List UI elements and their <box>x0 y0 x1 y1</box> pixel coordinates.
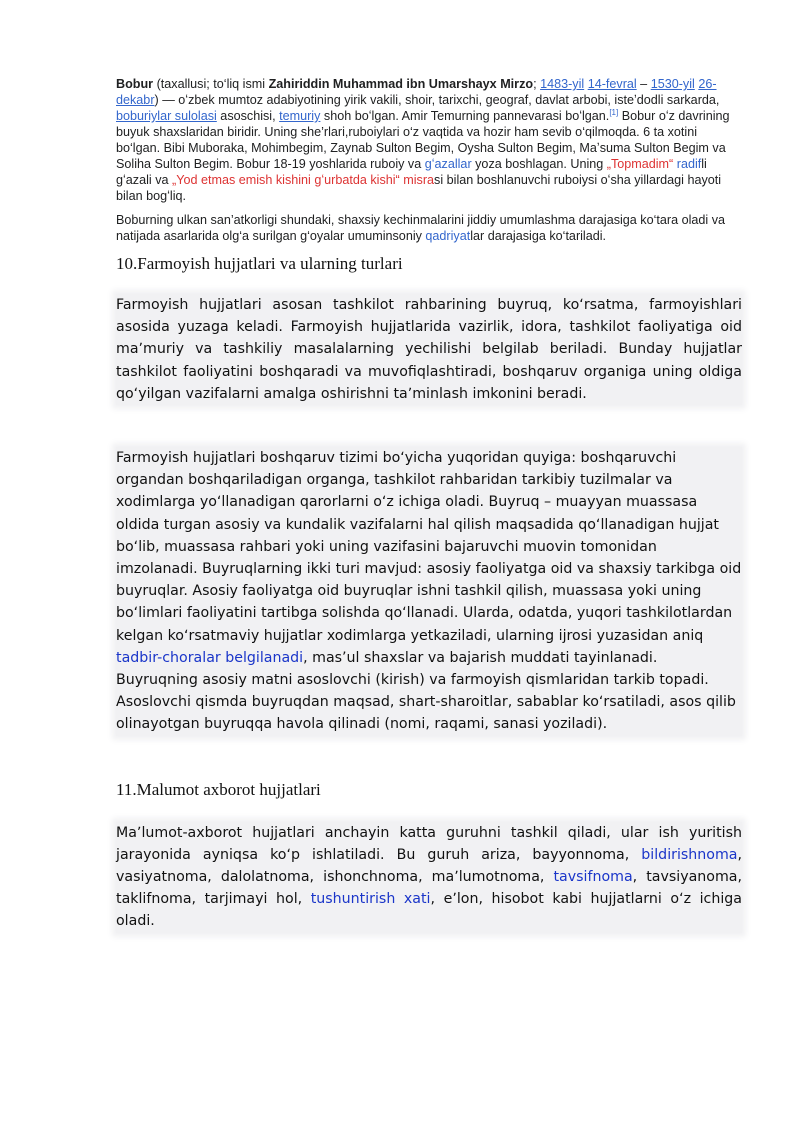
text-run: Farmoyish hujjatlari boshqaruv tizimi boʻyicha yuqoridan quyiga: boshqaruvchi organdan boshqariladigan organga, tashkilot rahbaridan tarkibiy tuzilmalar va xodimlarga yoʻllanadigan qarorlarni oʻz ichiga oladi. Buyruq – muayyan muassasa oldida turgan asosiy va kundalik vazifalarni hal qilish maqsadida qoʻllanadigan hujjat boʻlib, muassasa rahbari yoki uning vazifasini bajaruvchi muovin tomonidan imzolanadi. Buyruqlarning ikki turi mavjud: asosiy faoliyatga oid va shaxsiy tarkibga oid buyruqlar. Asosiy faoliyatga oid buyruqlar ishni tashkil qilish, muassasa yoki uning boʻlimlari faoliyatini tartibga solishda qoʻllanadi. Ularda, odatda, yuqori tashkilotlardan kelgan koʻrsatmaviy hujjatlar xodimlarga yetkaziladi, ularning ijrosi yuzasidan aniq <box>116 450 742 644</box>
section-10-paragraph-2 <box>116 447 742 669</box>
section-10-heading: 10.Farmoyish hujjatlari va ularning turlari <box>116 254 403 273</box>
section-11-paragraph-1 <box>116 822 742 933</box>
section-11-shaded-block <box>116 822 742 933</box>
section-10-shaded-block-2 <box>116 447 742 736</box>
text-run: li gʻazali va <box>116 157 707 187</box>
section-10-paragraph-3: Buyruqning asosiy matni asoslovchi (kirish) va farmoyish qismlaridan tarkib topadi. Asoslovchi qismda buyruqdan maqsad, shart-sharoitlar, sabablar koʻrsatiladi, asos qilib olinayotgan buyruqqa havola qilinadi (nomi, raqami, sanasi yoziladi). <box>116 672 736 733</box>
link-qadriyat[interactable]: qadriyat <box>425 229 471 243</box>
link-gazallar[interactable]: gʻazallar <box>424 157 472 171</box>
text-run: asoschisi, <box>216 109 280 123</box>
link-yod-etmas[interactable]: „Yod etmas emish kishini gʻurbatda kishi“ <box>172 173 400 187</box>
link-topmadim[interactable]: „Topmadim“ <box>606 157 674 171</box>
section-11-heading: 11.Malumot axborot hujjatlari <box>116 779 321 799</box>
text-run: ; <box>533 77 541 91</box>
link-14-fevral[interactable]: 14-fevral <box>587 77 637 91</box>
text-run: Maʼlumot-axborot hujjatlari anchayin katta guruhni tashkil qiladi, ular ish yuritish jarayonida ayniqsa koʻp ishlatiladi. Bu guruh ariza, bayyonnoma, <box>116 824 742 863</box>
link-tavsifnoma[interactable]: tavsifnoma <box>553 869 633 886</box>
text-run: Boburning ulkan san’atkorligi shundaki, shaxsiy kechinmalarini jiddiy umumlashma darajasiga ko‘tara oladi va natijada asarlarida olg‘a surilgan g‘oyalar umuminsoniy <box>116 213 726 243</box>
wiki-paragraph-bobur <box>116 76 742 204</box>
text-run: , mas’ul shaxslar va bajarish muddati tayinlanadi. <box>303 649 658 666</box>
text-run: , tavsiyanoma, taklifnoma, tarjimayi hol, <box>116 869 742 908</box>
link-radif[interactable]: radif <box>676 157 702 171</box>
text-run: (taxallusi; to‘liq ismi <box>153 77 269 91</box>
reference-link-1[interactable]: [1] <box>609 107 619 117</box>
link-bildirishnoma[interactable]: bildirishnoma <box>641 846 738 863</box>
text-run: Bobur oʻz davrining buyuk shaxslaridan biridir. Uning she’rlari,ruboiylari o‘z vaqtida va hozir ham sevib o‘qilmoqda. 6 ta xotini bo‘lgan. Bibi Muboraka, Mohimbegim, Zaynab Sulton Begim, Oysha Sulton Begim, Maʼsuma Sulton Begim va Soliha Sulton Begim. Bobur 18-19 yoshlarida ruboiy va <box>116 109 730 171</box>
link-26-dekabr[interactable]: 26-dekabr <box>116 77 717 107</box>
text-run: yoza boshlagan. Uning <box>471 157 607 171</box>
document-page <box>116 72 742 933</box>
text-run: , vasiyatnoma, dalolatnoma, ishonchnoma, maʼlumotnoma, <box>116 846 742 886</box>
text-run: ) — oʻzbek mumtoz adabiyotining yirik vakili, shoir, tarixchi, geograf, davlat arbobi, isteʼdodli sarkarda, <box>154 93 720 107</box>
text-run: si bilan boshlanuvchi ruboiysi oʻsha yillardagi hayoti bilan bogʻliq. <box>116 173 722 203</box>
link-tushuntirish-xati[interactable]: tushuntirish xati <box>310 891 431 908</box>
link-boburiylar-sulolasi[interactable]: boburiylar sulolasi <box>116 109 217 123</box>
text-run: , eʼlon, hisobot kabi hujjatlarni oʻz ichiga oladi. <box>116 891 742 930</box>
bobur-bold: Bobur <box>116 77 154 91</box>
text-run: shoh boʻlgan. Amir Temurning pannevarasi boʻlgan. <box>320 109 610 123</box>
text-run: lar darajasiga ko‘tariladi. <box>470 229 607 243</box>
section-10-shaded-block-1 <box>116 294 742 405</box>
link-misra[interactable]: misra <box>403 173 435 187</box>
wiki-paragraph-boburning <box>116 212 742 244</box>
text-run: – <box>636 77 651 91</box>
link-temuriy[interactable]: temuriy <box>279 109 321 123</box>
fullname-bold: Zahiriddin Muhammad ibn Umarshayx Mirzo <box>268 77 534 91</box>
section-10-paragraph-1: Farmoyish hujjatlari asosan tashkilot rahbarining buyruq, koʻrsatma, farmoyishlari asosida yuzaga keladi. Farmoyish hujjatlarida vazirlik, idora, tashkilot faoliyatiga oid maʼmuriy va tashkiliy masalalarning yechilishi belgilab beriladi. Bunday hujjatlar tashkilot faoliyatini boshqaradi va muvofiqlashtiradi, boshqaruv organiga uning oldiga qoʻyilgan vazifalarni amalga oshirishni taʼminlash imkonini beradi. <box>116 297 742 402</box>
link-1483-yil[interactable]: 1483-yil <box>540 77 585 91</box>
link-tadbir-choralar[interactable]: tadbir-choralar belgilanadi <box>116 649 304 666</box>
link-1530-yil[interactable]: 1530-yil <box>650 77 695 91</box>
